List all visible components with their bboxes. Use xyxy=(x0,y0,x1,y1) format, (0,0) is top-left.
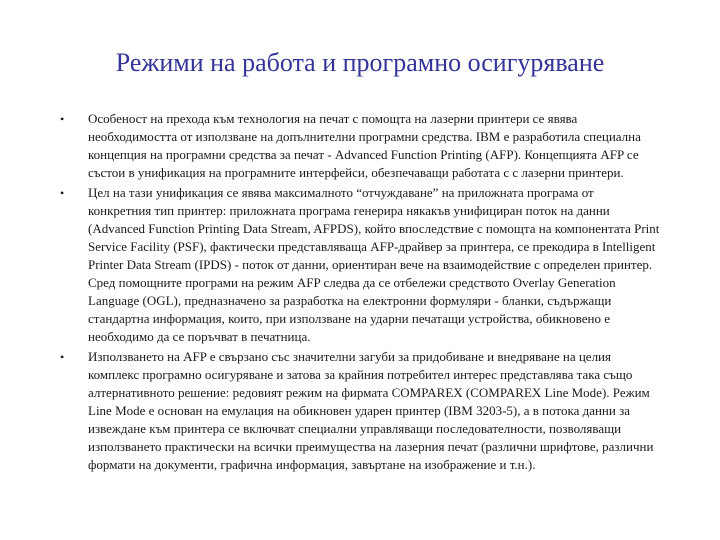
bullet-item-2 xyxy=(60,184,660,346)
bullet-text: Цел на тази унификация се явява максималното “отчуждаване” на приложната програма от конкретния тип принтер: приложната програма генерира някакъв унифициран поток на данни (Advanced Function Printing Data Stream, AFPDS), който впоследствие с помощта на компонентата Print Service Facility (PSF), фактически представляваща AFP-драйвер за принтера, се прекодира в Intelligent Printer Data Stream (IPDS) - поток от данни, ориентиран вече на взаимодействие с определен принтер. Сред помощните програми на режим AFP следва да се отбележи средството Overlay Generation Language (OGL), предназначено за разработка на електронни формуляри - бланки, съдържащи стандартна информация, които, при използване на ударни печатащи устройства, обикновено е необходимо да се поръчват в печатница. xyxy=(88,185,660,344)
bullet-item-1 xyxy=(60,110,660,182)
bullet-item-3 xyxy=(60,348,660,474)
slide-title: Режими на работа и програмно осигуряване xyxy=(115,48,605,77)
bullet-list xyxy=(60,110,660,476)
bullet-text: Използването на AFP е свързано със значителни загуби за придобиване и внедряване на целия комплекс програмно осигуряване и затова за крайния потребител интерес представлява така също алтернативното решение: редовият режим на фирмата COMPAREX (COMPAREX Line Mode). Режим Line Mode е основан на емулация на обикновен ударен принтер (IBM 3203-5), а в потока данни за извеждане към принтера се включват специални управляващи последователности, позволяващи използването практически на всички преимущества на лазерния печат (различни шрифтове, различни формати на документи, графична информация, завъртане на изображение и т.н.). xyxy=(88,349,654,472)
bullet-icon: • xyxy=(60,112,65,126)
bullet-text: Особеност на прехода към технология на печат с помощта на лазерни принтери се явява необходимостта от използване на допълнителни програмни средства. IBM е разработила специална концепция на програмни средства за печат - Advanced Function Printing (AFP). Концепцията AFP се състои в унификация на програмните интерфейси, обезпечаващи работата с с лазерни принтери. xyxy=(88,111,641,180)
bullet-icon: • xyxy=(60,186,65,200)
bullet-icon: • xyxy=(60,350,65,364)
